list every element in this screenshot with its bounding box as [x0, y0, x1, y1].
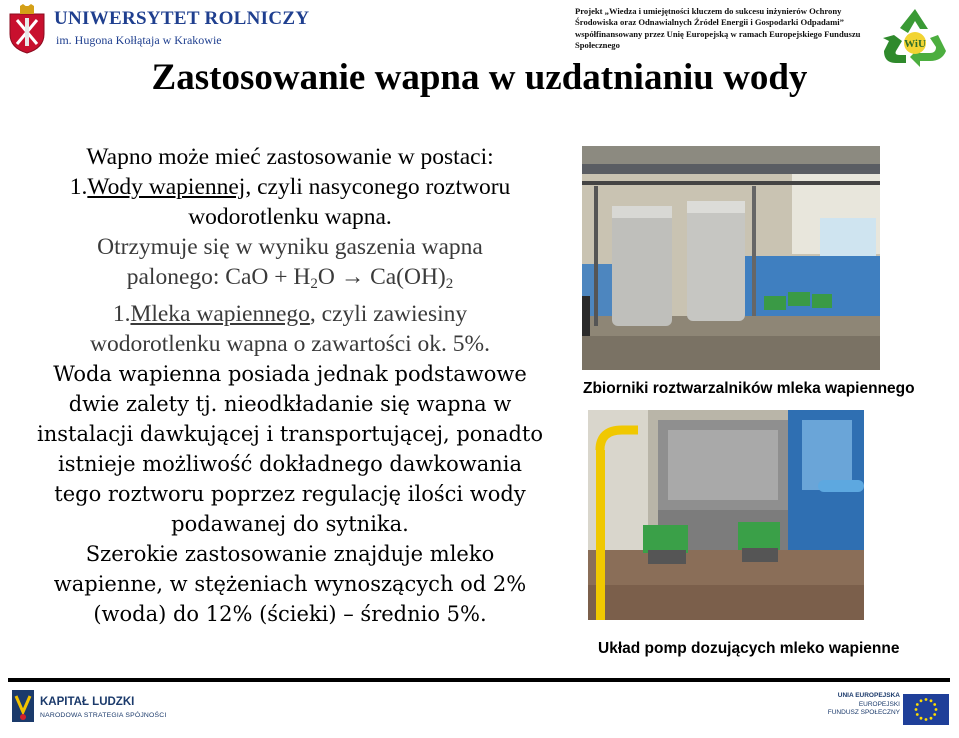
project-description	[575, 6, 875, 52]
photo-lime-slakers-tanks	[582, 146, 880, 370]
text-line: istnieje możliwość dokładnego dawkowania	[58, 452, 522, 476]
photo-dosing-pumps	[588, 410, 864, 620]
text-line-wody: 1.Wody wapiennej, czyli nasyconego roztworu	[69, 174, 511, 200]
kapital-ludzki-subtitle: NARODOWA STRATEGIA SPÓJNOŚCI	[40, 712, 167, 719]
term-mleka-wapiennego: Mleka wapiennego	[130, 301, 310, 327]
term-wody-wapiennej: Wody wapiennej	[87, 174, 246, 200]
text-line: wodorotlenku wapna.	[188, 204, 392, 230]
slide-title: Zastosowanie wapna w uzdatnianiu wody	[151, 57, 808, 98]
wiu-logo-text: WiU	[904, 38, 926, 50]
caption-photo1: Zbiorniki roztwarzalników mleka wapiennego	[583, 380, 915, 397]
caption-photo2: Układ pomp dozujących mleko wapienne	[598, 640, 900, 657]
chemical-equation: palonego: CaO + $H_2O \to Ca(OH)_2$	[126, 264, 454, 292]
kapital-ludzki-logo-icon	[10, 686, 36, 726]
text-line: Wapno może mieć zastosowanie w postaci:	[86, 144, 494, 170]
text-line: Otrzymuje się w wyniku gaszenia wapna	[97, 234, 483, 260]
eu-fund-text: UNIA EUROPEJSKA EUROPEJSKI FUNDUSZ SPOŁECZNY	[827, 692, 900, 716]
text-line: instalacji dawkującej i transportującej, ponadto	[37, 422, 543, 446]
project-line: Środowiska oraz Odnawialnych Źródeł Energii i Gospodarki Odpadami”	[575, 17, 844, 28]
text-line: wapienne, w stężeniach wynoszących od 2%	[53, 572, 527, 596]
text-line-mleka: 1.Mleka wapiennego, czyli zawiesiny	[112, 301, 468, 327]
project-line: współfinansowany przez Unię Europejską w ramach Europejskiego Funduszu	[575, 28, 861, 39]
project-line: Społecznego	[575, 40, 620, 51]
text-line: Szerokie zastosowanie znajduje mleko	[85, 542, 495, 566]
text-line: wodorotlenku wapna o zawartości ok. 5%.	[89, 331, 491, 357]
university-crest-icon	[6, 4, 48, 54]
footer-divider	[8, 678, 950, 682]
body-text	[20, 142, 560, 629]
project-line: Projekt „Wiedza i umiejętności kluczem do sukcesu inżynierów Ochrony	[575, 6, 842, 16]
university-subtitle: im. Hugona Kołłątaja w Krakowie	[56, 33, 222, 47]
text-line: Woda wapienna posiada jednak podstawowe	[53, 362, 527, 386]
text-line: dwie zalety tj. nieodkładanie się wapna w	[68, 392, 512, 416]
text-line: (woda) do 12% (ścieki) – średnio 5%.	[93, 602, 487, 626]
university-name: UNIWERSYTET ROLNICZY	[54, 8, 310, 29]
text-line: podawanej do sytnika.	[171, 512, 409, 536]
text-line: tego roztworu poprzez regulację ilości wody	[54, 482, 526, 506]
eu-flag-icon	[903, 694, 949, 725]
arrow-icon: →	[340, 264, 365, 290]
kapital-ludzki-name: KAPITAŁ LUDZKI	[40, 696, 135, 708]
